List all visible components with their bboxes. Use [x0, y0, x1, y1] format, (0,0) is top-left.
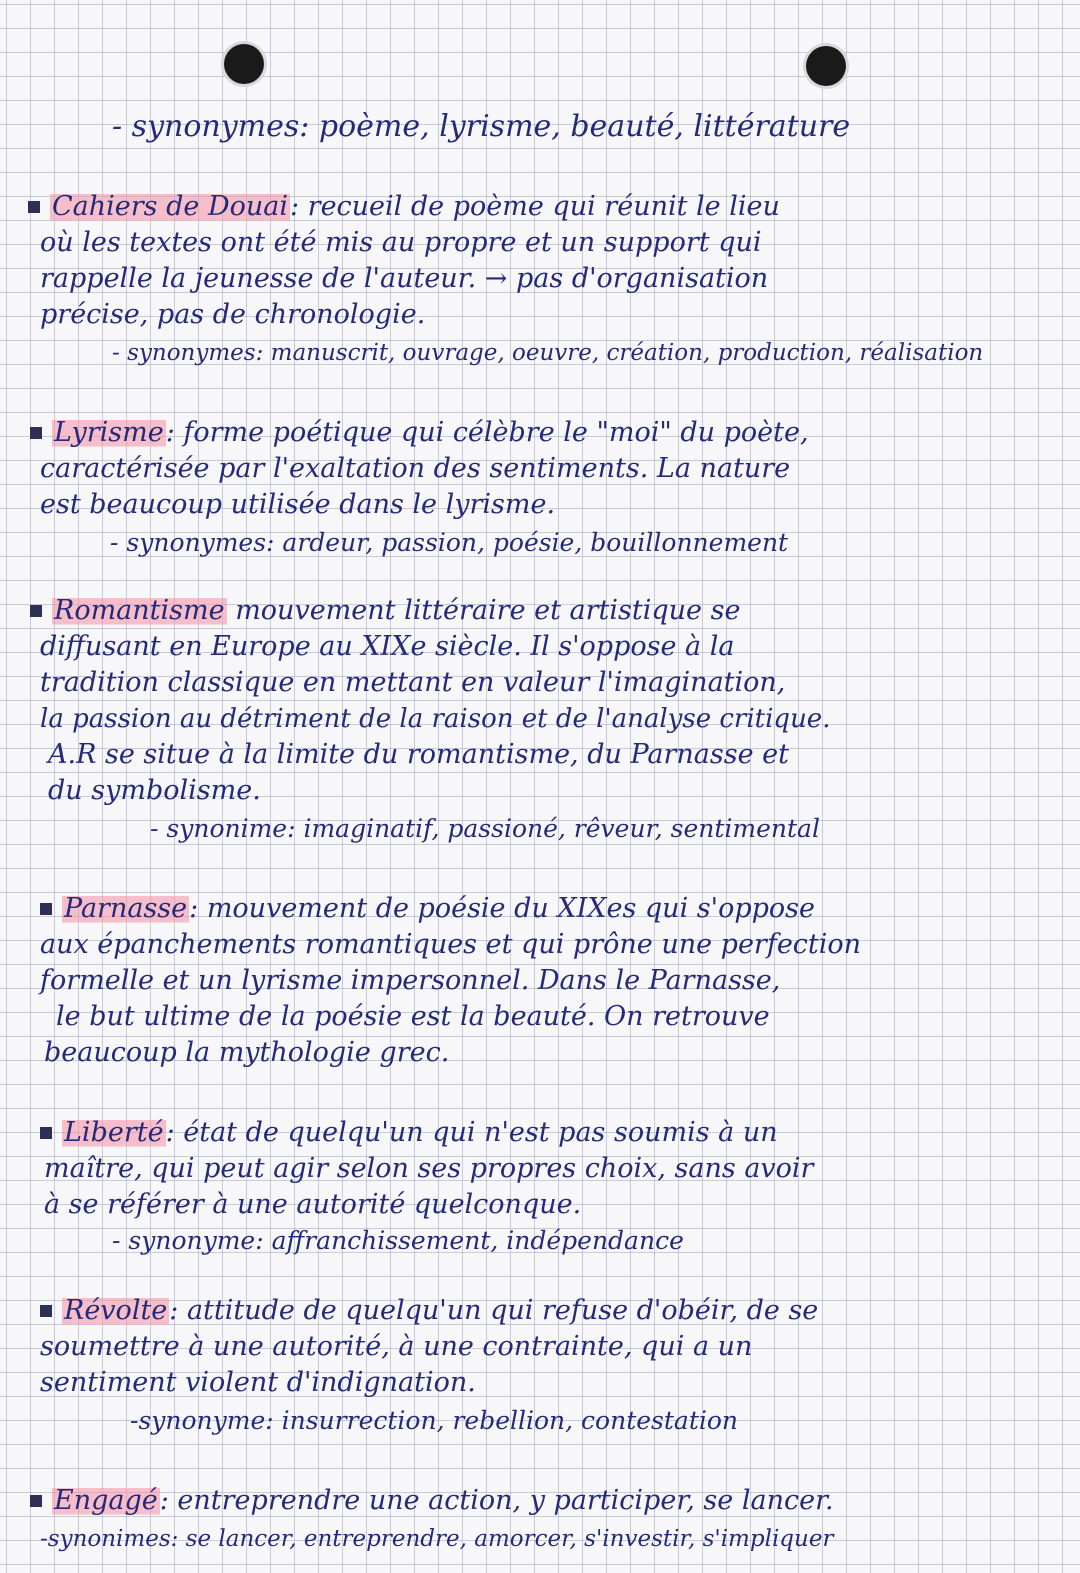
term-engage: Engagé	[54, 1485, 158, 1516]
entry-engage-line-0: Engagé: entreprendre une action, y participer, se lancer.	[30, 1486, 834, 1516]
bullet-icon	[28, 201, 40, 213]
entry-lyrisme-line-0: Lyrisme: forme poétique qui célèbre le "moi" du poète,	[30, 418, 809, 448]
entry-parnasse-line-4: beaucoup la mythologie grec.	[44, 1037, 450, 1068]
intro-synonyms: - synonymes: poème, lyrisme, beauté, littérature	[112, 109, 851, 144]
bullet-icon	[30, 427, 42, 439]
entry-liberte-synonyms: - synonyme: affranchissement, indépendance	[112, 1226, 684, 1255]
entry-cahiers-line-0: Cahiers de Douai: recueil de poème qui réunit le lieu	[28, 192, 780, 222]
term-lyrisme: Lyrisme	[54, 417, 164, 448]
entry-lyrisme-synonyms: - synonymes: ardeur, passion, poésie, bouillonnement	[110, 528, 789, 557]
entry-revolte-line-1: soumettre à une autorité, à une contrainte, qui a un	[40, 1331, 753, 1362]
entry-cahiers-synonyms: - synonymes: manuscrit, ouvrage, oeuvre, création, production, réalisation	[112, 340, 984, 366]
entry-romantisme-line-5: du symbolisme.	[48, 775, 261, 806]
term-revolte: Révolte	[64, 1295, 168, 1326]
punch-hole-left	[224, 44, 264, 84]
bullet-icon	[40, 1127, 52, 1139]
bullet-icon	[40, 903, 52, 915]
entry-revolte-line-0: Révolte: attitude de quelqu'un qui refuse d'obéir, de se	[40, 1296, 818, 1326]
entry-romantisme-line-4: A.R se situe à la limite du romantisme, du Parnasse et	[48, 739, 790, 770]
entry-parnasse-line-1: aux épanchements romantiques et qui prône une perfection	[40, 929, 862, 960]
entry-liberte-line-1: maître, qui peut agir selon ses propres choix, sans avoir	[44, 1153, 814, 1184]
entry-lyrisme-line-1: caractérisée par l'exaltation des sentiments. La nature	[40, 453, 791, 484]
entry-parnasse-line-3: le but ultime de la poésie est la beauté. On retrouve	[56, 1001, 770, 1032]
bullet-icon	[40, 1305, 52, 1317]
entry-parnasse-line-2: formelle et un lyrisme impersonnel. Dans le Parnasse,	[40, 965, 781, 996]
entry-romantisme-line-1: diffusant en Europe au XIXe siècle. Il s'oppose à la	[40, 631, 735, 662]
entry-engage-synonyms: -synonimes: se lancer, entreprendre, amorcer, s'investir, s'impliquer	[40, 1526, 834, 1552]
entry-parnasse-line-0: Parnasse: mouvement de poésie du XIXes qui s'oppose	[40, 894, 815, 924]
term-parnasse: Parnasse	[64, 893, 188, 924]
punch-hole-right	[806, 46, 846, 86]
entry-romantisme-line-0: Romantisme mouvement littéraire et artistique se	[30, 596, 740, 626]
entry-cahiers-line-3: précise, pas de chronologie.	[40, 299, 426, 330]
bullet-icon	[30, 605, 42, 617]
entry-cahiers-line-1: où les textes ont été mis au propre et un support qui	[40, 227, 762, 258]
bullet-icon	[30, 1495, 42, 1507]
entry-revolte-line-2: sentiment violent d'indignation.	[40, 1367, 476, 1398]
entry-romantisme-line-3: la passion au détriment de la raison et de l'analyse critique.	[40, 704, 831, 734]
entry-cahiers-line-2: rappelle la jeunesse de l'auteur. → pas d'organisation	[40, 263, 769, 294]
term-liberte: Liberté	[64, 1117, 164, 1148]
entry-revolte-synonyms: -synonyme: insurrection, rebellion, contestation	[130, 1406, 739, 1435]
entry-romantisme-line-2: tradition classique en mettant en valeur l'imagination,	[40, 667, 786, 698]
term-romantisme: Romantisme	[54, 595, 225, 626]
term-cahiers-de-douai: Cahiers de Douai	[52, 191, 288, 222]
entry-liberte-line-2: à se référer à une autorité quelconque.	[44, 1189, 582, 1220]
entry-lyrisme-line-2: est beaucoup utilisée dans le lyrisme.	[40, 489, 556, 520]
entry-liberte-line-0: Liberté: état de quelqu'un qui n'est pas soumis à un	[40, 1118, 778, 1148]
entry-romantisme-synonyms: - synonime: imaginatif, passioné, rêveur, sentimental	[150, 814, 820, 843]
